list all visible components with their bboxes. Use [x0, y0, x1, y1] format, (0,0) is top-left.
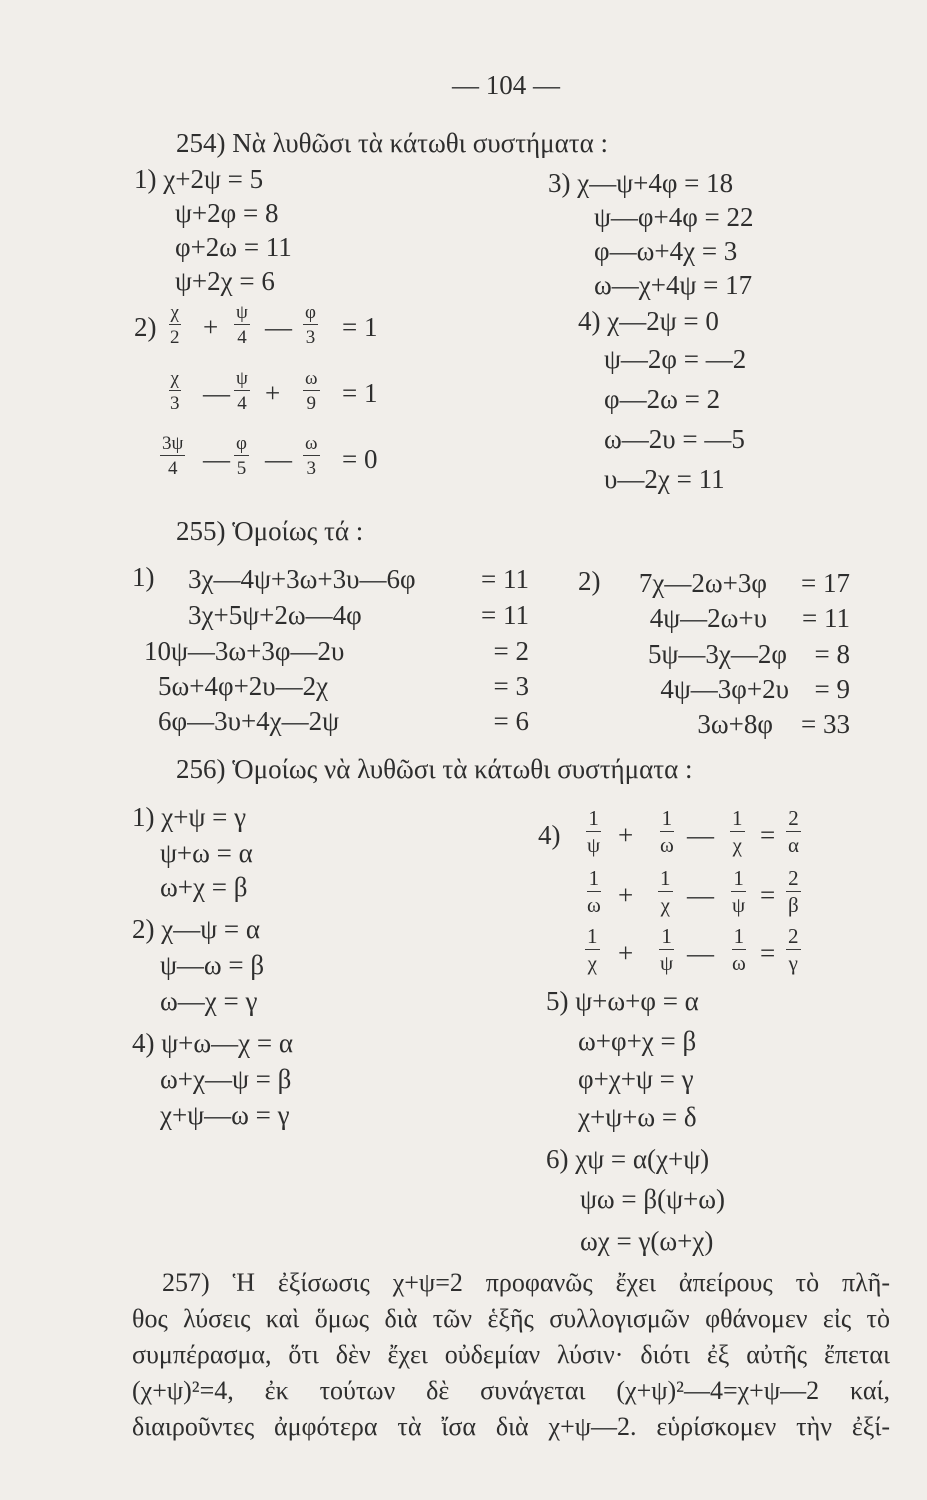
fraction: $\frac{\psi}{4}$	[236, 368, 248, 414]
equation-rhs: = 17	[801, 568, 850, 598]
paragraph-line: συμπέρασμα, ὅτι δὲν ἔχει οὐδεμίαν λύσιν· διότι ἐξ αὐτῆς ἔπεται	[132, 1340, 890, 1369]
equation: ψ—ω = β	[160, 950, 265, 980]
equals-rhs: = 0	[342, 444, 378, 474]
fraction: $\frac{1}{\omega}$	[587, 866, 601, 917]
problem-254-heading: 254) Νὰ λυθῶσι τὰ κάτωθι συστήματα :	[176, 128, 609, 158]
operator: —	[687, 820, 714, 850]
operator: +	[618, 820, 634, 850]
operator: —	[265, 444, 292, 474]
equation-rhs: = 6	[493, 706, 529, 736]
equation: 4) ψ+ω—χ = α	[132, 1028, 293, 1058]
equation-rhs: = 9	[814, 674, 850, 704]
paragraph-line: διαιροῦντες ἀμφότερα τὰ ἴσα διὰ χ+ψ—2. εὑρίσκομεν τὴν ἐξί-	[132, 1412, 890, 1441]
problem-256-heading: 256) Ὁμοίως νὰ λυθῶσι τὰ κάτωθι συστήματα :	[176, 754, 693, 784]
equation-lhs: 3χ+5ψ+2ω—4φ	[188, 600, 362, 630]
equation: ψ+ω = α	[160, 838, 253, 868]
system-label: 2)	[578, 566, 601, 596]
equation: ψ+2φ = 8	[175, 198, 279, 228]
equation-lhs: 5ψ—3χ—2φ	[648, 639, 787, 669]
equation: 1) χ+ψ = γ	[132, 802, 247, 832]
equation: χ+ψ+ω = δ	[578, 1102, 697, 1132]
fraction: $\frac{2}{\gamma}$	[788, 924, 799, 975]
operator: —	[265, 312, 292, 342]
equation-rhs: = 11	[481, 600, 529, 630]
equation: φ—ω+4χ = 3	[594, 236, 738, 266]
fraction: $\frac{1}{\omega}$	[732, 924, 746, 975]
equation-lhs: 7χ—2ω+3φ	[638, 568, 767, 598]
page-number: — 104 —	[452, 70, 560, 100]
equation-rhs: = 11	[802, 603, 850, 633]
equation: ω+χ = β	[160, 872, 248, 902]
equals-rhs: = 1	[342, 378, 378, 408]
fraction: $\frac{\omega}{9}$	[305, 368, 318, 414]
fraction: $\frac{1}{\omega}$	[660, 806, 674, 857]
equation-lhs: 3χ—4ψ+3ω+3υ—6φ	[188, 564, 416, 594]
equation-rhs: = 11	[481, 564, 529, 594]
fraction: $\frac{1}{\psi}$	[732, 866, 746, 917]
equation-rhs: = 33	[801, 709, 850, 739]
equation: 6) χψ = α(χ+ψ)	[546, 1144, 710, 1174]
fraction: $\frac{3\psi}{4}$	[162, 433, 184, 479]
system-label: 1)	[132, 562, 155, 592]
equation-lhs: 5ω+4φ+2υ—2χ	[158, 671, 329, 701]
equation-rhs: = 8	[814, 639, 850, 669]
equation: φ+2ω = 11	[175, 232, 292, 262]
equation-lhs: 6φ—3υ+4χ—2ψ	[158, 706, 340, 736]
equation: ω+φ+χ = β	[578, 1026, 697, 1056]
equation: ωχ = γ(ω+χ)	[580, 1226, 714, 1256]
equation-lhs: 4ψ—2ω+υ	[649, 603, 767, 633]
fraction: $\frac{1}{\chi}$	[732, 806, 743, 857]
equation: ψω = β(ψ+ω)	[580, 1184, 726, 1214]
problem-255-heading: 255) Ὁμοίως τά :	[176, 516, 364, 546]
fraction: $\frac{\omega}{3}$	[305, 433, 318, 479]
fraction: $\frac{2}{\beta}$	[788, 866, 799, 917]
system-label: 4)	[538, 820, 561, 850]
equation: ψ—2φ = —2	[604, 344, 747, 374]
equation-rhs: = 3	[493, 671, 529, 701]
equation: ω—2υ = —5	[604, 424, 745, 454]
fraction: $\frac{\varphi}{5}$	[236, 433, 247, 479]
operator: =	[760, 820, 776, 850]
equation: 4) χ—2ψ = 0	[578, 306, 719, 336]
equation: ω—χ+4ψ = 17	[594, 270, 753, 300]
operator: +	[618, 938, 634, 968]
equation: υ—2χ = 11	[604, 464, 725, 494]
paragraph-line: θος λύσεις καὶ ὅμως διὰ τῶν ἑξῆς συλλογισμῶν φθάνομεν εἰς τὸ	[132, 1304, 890, 1333]
operator: —	[203, 444, 230, 474]
equation-lhs: 3ω+8φ	[697, 709, 773, 739]
operator: —	[203, 378, 230, 408]
equation-lhs: 10ψ—3ω+3φ—2υ	[144, 636, 345, 666]
equation: φ+χ+ψ = γ	[578, 1064, 694, 1094]
equation: 5) ψ+ω+φ = α	[546, 986, 699, 1016]
equals-rhs: = 1	[342, 312, 378, 342]
operator: =	[760, 938, 776, 968]
equation: ω—χ = γ	[160, 986, 258, 1016]
fraction: $\frac{1}{\psi}$	[660, 924, 674, 975]
operator: +	[265, 378, 281, 408]
equation: 1) χ+2ψ = 5	[134, 164, 264, 194]
operator: +	[203, 312, 219, 342]
equation: ψ—φ+4φ = 22	[594, 202, 754, 232]
fraction: $\frac{\chi}{3}$	[170, 368, 180, 414]
equation: χ+ψ—ω = γ	[160, 1100, 290, 1130]
fraction: $\frac{\chi}{2}$	[170, 302, 180, 348]
equation: 2) χ—ψ = α	[132, 914, 260, 944]
paragraph-line: (χ+ψ)²=4, ἐκ τούτων δὲ συνάγεται (χ+ψ)²—4=χ+ψ—2 καί,	[132, 1376, 890, 1405]
equation-lhs: 4ψ—3φ+2υ	[660, 674, 789, 704]
fraction: $\frac{\psi}{4}$	[236, 302, 248, 348]
equation-rhs: = 2	[493, 636, 529, 666]
operator: —	[687, 938, 714, 968]
operator: =	[760, 880, 776, 910]
equation: φ—2ω = 2	[604, 384, 721, 414]
equation: ω+χ—ψ = β	[160, 1064, 292, 1094]
operator: —	[687, 880, 714, 910]
fraction: $\frac{\varphi}{3}$	[305, 302, 316, 348]
equation: 3) χ—ψ+4φ = 18	[548, 168, 734, 198]
fraction: $\frac{1}{\chi}$	[587, 924, 598, 975]
fraction: $\frac{1}{\psi}$	[587, 806, 601, 857]
system-label: 2)	[134, 312, 157, 342]
paragraph-line: 257) Ἡ ἐξίσωσις χ+ψ=2 προφανῶς ἔχει ἀπείρους τὸ πλῆ-	[162, 1268, 890, 1297]
fraction: $\frac{1}{\chi}$	[660, 866, 671, 917]
equation: ψ+2χ = 6	[175, 266, 275, 296]
fraction: $\frac{2}{\alpha}$	[788, 806, 800, 857]
operator: +	[618, 880, 634, 910]
